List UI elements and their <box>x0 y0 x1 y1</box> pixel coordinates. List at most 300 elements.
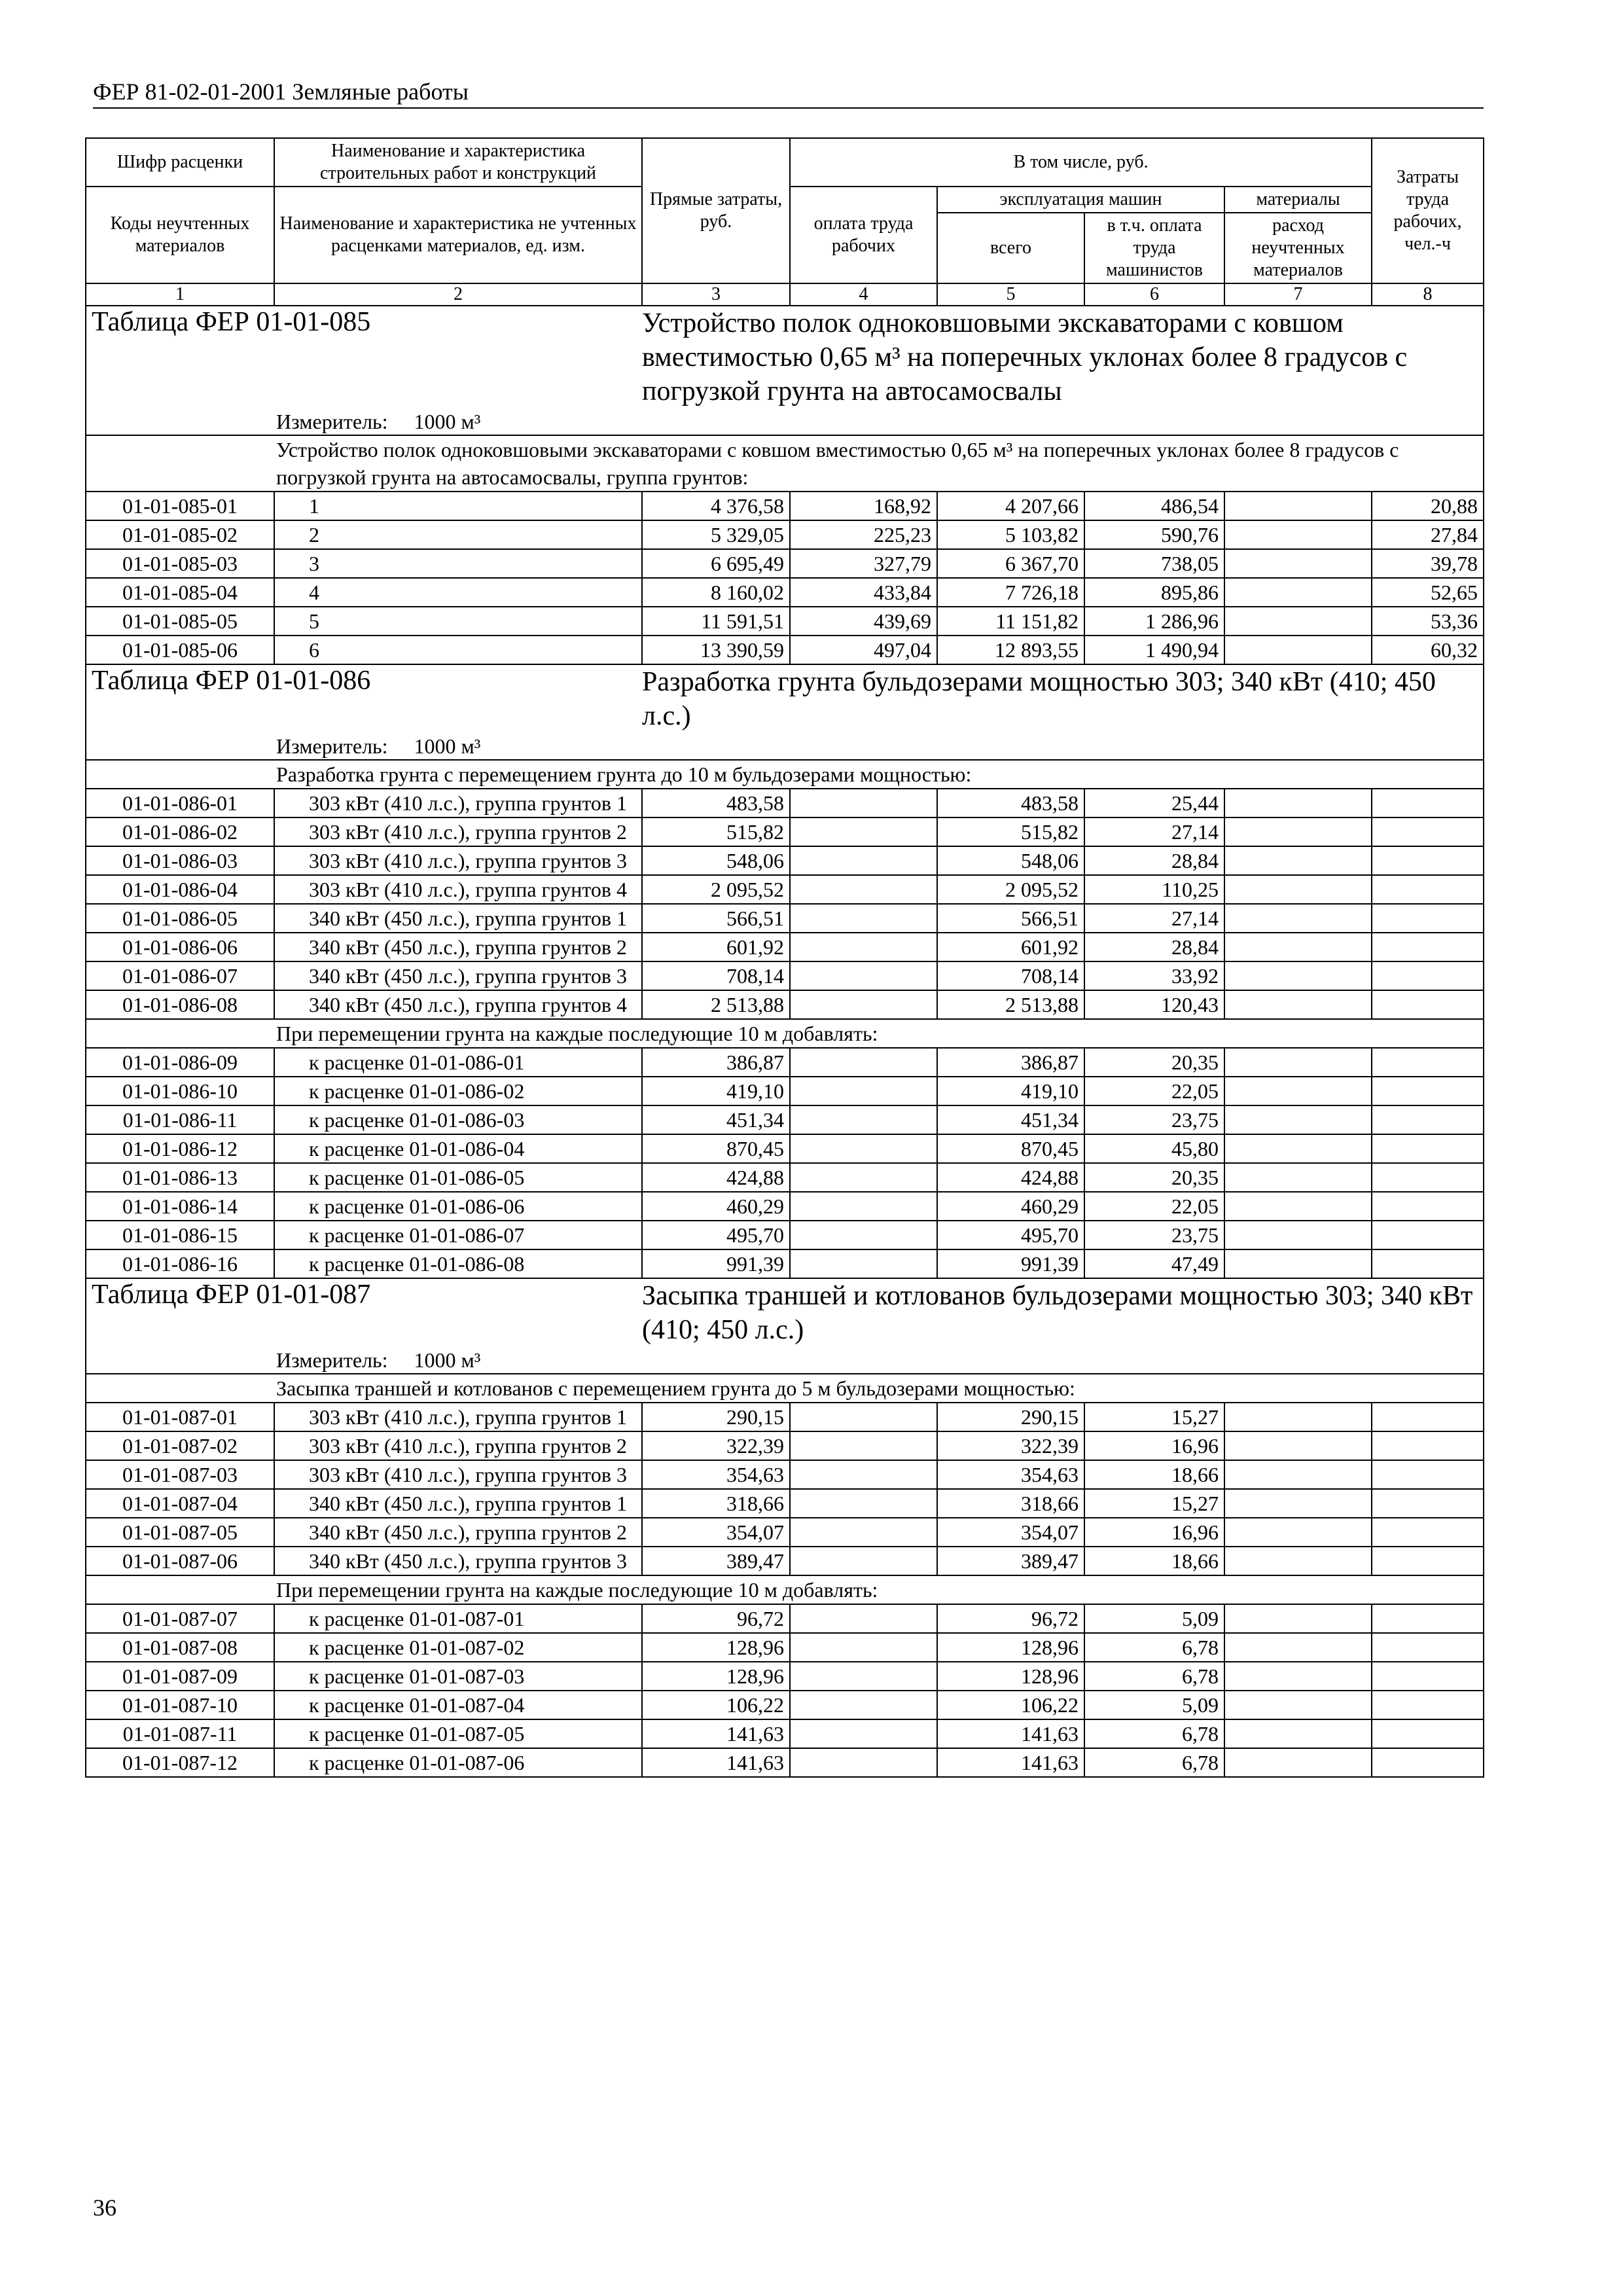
col-name-header: Наименование и характеристика строительных работ и конструкций <box>274 138 642 187</box>
direct-cost: 5 329,05 <box>642 520 790 549</box>
group-description-row <box>86 1019 1484 1048</box>
direct-cost: 451,34 <box>642 1105 790 1134</box>
work-name: 340 кВт (450 л.с.), группа грунтов 1 <box>274 1489 642 1518</box>
material-cost <box>1224 1691 1372 1719</box>
section-title: Устройство полок одноковшовыми экскаваторами с ковшом вместимостью 0,65 м³ на поперечных уклонах более 8 градусов с погрузкой грунта на автосамосвалы <box>642 306 1484 408</box>
labor-cost <box>790 1633 937 1662</box>
labor-cost <box>790 1431 937 1460</box>
table-row <box>86 933 1484 961</box>
material-cost <box>1224 1518 1372 1547</box>
labor-hours: 52,65 <box>1372 578 1484 607</box>
machine-cost: 483,58 <box>937 789 1084 817</box>
labor-cost <box>790 990 937 1019</box>
work-name: к расценке 01-01-086-04 <box>274 1134 642 1163</box>
direct-cost: 354,63 <box>642 1460 790 1489</box>
machinist-labor-cost: 590,76 <box>1084 520 1224 549</box>
labor-cost <box>790 1547 937 1575</box>
rate-code: 01-01-086-15 <box>86 1221 274 1249</box>
materials-header: материалы <box>1224 187 1372 213</box>
table-row <box>86 636 1484 664</box>
labor-cost <box>790 1489 937 1518</box>
direct-cost: 870,45 <box>642 1134 790 1163</box>
work-name: к расценке 01-01-087-03 <box>274 1662 642 1691</box>
machinist-labor-cost: 23,75 <box>1084 1221 1224 1249</box>
work-name: 340 кВт (450 л.с.), группа грунтов 1 <box>274 904 642 933</box>
labor-cost <box>790 846 937 875</box>
labor-cost <box>790 1662 937 1691</box>
section-title-row <box>86 664 1484 733</box>
machinist-labor-cost: 47,49 <box>1084 1249 1224 1278</box>
work-name: 303 кВт (410 л.с.), группа грунтов 3 <box>274 846 642 875</box>
column-numbers-row <box>86 283 1484 306</box>
machine-cost: 451,34 <box>937 1105 1084 1134</box>
direct-cost: 548,06 <box>642 846 790 875</box>
table-row <box>86 1134 1484 1163</box>
col-number: 6 <box>1084 283 1224 306</box>
labor-hours <box>1372 1460 1484 1489</box>
group-description-row <box>86 435 1484 492</box>
meter-label: Измеритель: <box>276 734 388 758</box>
direct-cost: 141,63 <box>642 1719 790 1748</box>
machinist-labor-cost: 5,09 <box>1084 1691 1224 1719</box>
material-cost <box>1224 1048 1372 1077</box>
machine-cost: 870,45 <box>937 1134 1084 1163</box>
material-cost <box>1224 789 1372 817</box>
labor-hours <box>1372 933 1484 961</box>
work-name: 340 кВт (450 л.с.), группа грунтов 4 <box>274 990 642 1019</box>
table-row <box>86 1249 1484 1278</box>
material-cost <box>1224 990 1372 1019</box>
labor-cost: 439,69 <box>790 607 937 636</box>
direct-cost: 128,96 <box>642 1633 790 1662</box>
rate-code: 01-01-085-01 <box>86 492 274 520</box>
table-row <box>86 549 1484 578</box>
rate-code: 01-01-087-04 <box>86 1489 274 1518</box>
table-number: Таблица ФЕР 01-01-085 <box>86 306 642 408</box>
work-name: 303 кВт (410 л.с.), группа грунтов 2 <box>274 1431 642 1460</box>
labor-hours <box>1372 1748 1484 1777</box>
material-cost <box>1224 904 1372 933</box>
table-row <box>86 1077 1484 1105</box>
machinist-labor-cost: 27,14 <box>1084 817 1224 846</box>
material-cost <box>1224 1547 1372 1575</box>
meter-value: 1000 м³ <box>414 734 481 758</box>
table-row <box>86 578 1484 607</box>
work-name: 303 кВт (410 л.с.), группа грунтов 2 <box>274 817 642 846</box>
labor-hours <box>1372 1134 1484 1163</box>
labor-hours <box>1372 1547 1484 1575</box>
work-name: 340 кВт (450 л.с.), группа грунтов 3 <box>274 1547 642 1575</box>
col-code-header: Шифр расценки <box>86 138 274 187</box>
table-row <box>86 961 1484 990</box>
labor-hours: 20,88 <box>1372 492 1484 520</box>
work-name: к расценке 01-01-086-05 <box>274 1163 642 1192</box>
labor-hours <box>1372 789 1484 817</box>
direct-cost: 8 160,02 <box>642 578 790 607</box>
rate-code: 01-01-085-03 <box>86 549 274 578</box>
col-number: 4 <box>790 283 937 306</box>
direct-cost: 389,47 <box>642 1547 790 1575</box>
table-row <box>86 1518 1484 1547</box>
labor-hours <box>1372 1077 1484 1105</box>
material-cost <box>1224 1662 1372 1691</box>
machinist-labor-cost: 45,80 <box>1084 1134 1224 1163</box>
table-row <box>86 1192 1484 1221</box>
machine-cost: 354,07 <box>937 1518 1084 1547</box>
table-row <box>86 1604 1484 1633</box>
table-row <box>86 607 1484 636</box>
rate-code: 01-01-087-07 <box>86 1604 274 1633</box>
machinist-labor-cost: 22,05 <box>1084 1077 1224 1105</box>
machine-cost: 424,88 <box>937 1163 1084 1192</box>
labor-cost: 225,23 <box>790 520 937 549</box>
labor-hours <box>1372 1719 1484 1748</box>
machine-cost: 6 367,70 <box>937 549 1084 578</box>
labor-hours <box>1372 1691 1484 1719</box>
labor-cost: 168,92 <box>790 492 937 520</box>
rate-code: 01-01-085-05 <box>86 607 274 636</box>
direct-cost: 991,39 <box>642 1249 790 1278</box>
table-row <box>86 1547 1484 1575</box>
labor-cost <box>790 904 937 933</box>
material-cost <box>1224 1192 1372 1221</box>
col-number: 8 <box>1372 283 1484 306</box>
section-title-row <box>86 1278 1484 1347</box>
rate-code: 01-01-086-14 <box>86 1192 274 1221</box>
col-number: 3 <box>642 283 790 306</box>
machine-cost: 4 207,66 <box>937 492 1084 520</box>
table-row <box>86 1719 1484 1748</box>
machine-cost: 106,22 <box>937 1691 1084 1719</box>
table-row <box>86 789 1484 817</box>
document-header: ФЕР 81-02-01-2001 Земляные работы <box>93 77 1484 109</box>
material-cost <box>1224 492 1372 520</box>
machinist-labor-cost: 18,66 <box>1084 1460 1224 1489</box>
material-cost <box>1224 817 1372 846</box>
direct-cost: 495,70 <box>642 1221 790 1249</box>
direct-cost: 322,39 <box>642 1431 790 1460</box>
meter <box>86 733 1484 760</box>
labor-cost <box>790 1518 937 1547</box>
material-cost <box>1224 1633 1372 1662</box>
labor-cost <box>790 1691 937 1719</box>
material-cost <box>1224 607 1372 636</box>
direct-cost: 419,10 <box>642 1077 790 1105</box>
machinist-labor-cost: 110,25 <box>1084 875 1224 904</box>
labor-cost <box>790 961 937 990</box>
labor-hours <box>1372 1048 1484 1077</box>
col-labor-header: оплата труда рабочих <box>790 187 937 283</box>
labor-hours <box>1372 1518 1484 1547</box>
machinist-labor-cost: 27,14 <box>1084 904 1224 933</box>
group-description: Устройство полок одноковшовыми экскаваторами с ковшом вместимостью 0,65 м³ на поперечных уклонах более 8 градусов с погрузкой грунта на автосамосвалы, группа грунтов: <box>86 435 1484 492</box>
machine-cost: 708,14 <box>937 961 1084 990</box>
work-name: к расценке 01-01-087-05 <box>274 1719 642 1748</box>
machine-cost: 96,72 <box>937 1604 1084 1633</box>
meter-label: Измеритель: <box>276 1348 388 1372</box>
rate-code: 01-01-086-02 <box>86 817 274 846</box>
work-name: 340 кВт (450 л.с.), группа грунтов 2 <box>274 933 642 961</box>
direct-cost: 13 390,59 <box>642 636 790 664</box>
material-cost <box>1224 1403 1372 1431</box>
machine-cost: 389,47 <box>937 1547 1084 1575</box>
work-name: 4 <box>274 578 642 607</box>
labor-hours <box>1372 817 1484 846</box>
machinist-labor-cost: 18,66 <box>1084 1547 1224 1575</box>
machinist-labor-cost: 28,84 <box>1084 846 1224 875</box>
material-cost <box>1224 1163 1372 1192</box>
machinist-labor-cost: 15,27 <box>1084 1403 1224 1431</box>
section-title: Разработка грунта бульдозерами мощностью 303; 340 кВт (410; 450 л.с.) <box>642 664 1484 733</box>
table-row <box>86 1105 1484 1134</box>
rate-code: 01-01-085-02 <box>86 520 274 549</box>
machine-cost: 419,10 <box>937 1077 1084 1105</box>
rate-code: 01-01-086-05 <box>86 904 274 933</box>
section-title-row <box>86 306 1484 408</box>
direct-cost: 290,15 <box>642 1403 790 1431</box>
machine-cost: 12 893,55 <box>937 636 1084 664</box>
machine-cost: 11 151,82 <box>937 607 1084 636</box>
material-cost <box>1224 1604 1372 1633</box>
machine-cost: 128,96 <box>937 1662 1084 1691</box>
table-row <box>86 817 1484 846</box>
col-mach-total-header: всего <box>937 213 1084 283</box>
labor-hours <box>1372 1105 1484 1134</box>
machine-cost: 460,29 <box>937 1192 1084 1221</box>
machinist-labor-cost: 20,35 <box>1084 1163 1224 1192</box>
rate-code: 01-01-087-03 <box>86 1460 274 1489</box>
rate-code: 01-01-086-16 <box>86 1249 274 1278</box>
labor-cost <box>790 1134 937 1163</box>
work-name: к расценке 01-01-086-08 <box>274 1249 642 1278</box>
labor-hours: 27,84 <box>1372 520 1484 549</box>
rate-code: 01-01-086-04 <box>86 875 274 904</box>
rate-code: 01-01-086-13 <box>86 1163 274 1192</box>
machine-cost: 290,15 <box>937 1403 1084 1431</box>
labor-cost <box>790 789 937 817</box>
meter <box>86 408 1484 435</box>
work-name: 1 <box>274 492 642 520</box>
table-row <box>86 1662 1484 1691</box>
table-row <box>86 875 1484 904</box>
labor-cost: 497,04 <box>790 636 937 664</box>
table-row <box>86 1431 1484 1460</box>
direct-cost: 708,14 <box>642 961 790 990</box>
col-materials-name-header: Наименование и характеристика не учтенных расценками материалов, ед. изм. <box>274 187 642 283</box>
work-name: к расценке 01-01-087-06 <box>274 1748 642 1777</box>
rate-code: 01-01-087-08 <box>86 1633 274 1662</box>
labor-hours <box>1372 1221 1484 1249</box>
machine-cost: 2 095,52 <box>937 875 1084 904</box>
rate-code: 01-01-086-11 <box>86 1105 274 1134</box>
labor-cost <box>790 875 937 904</box>
direct-cost: 424,88 <box>642 1163 790 1192</box>
table-head <box>86 138 1484 306</box>
rate-code: 01-01-087-01 <box>86 1403 274 1431</box>
machinist-labor-cost: 16,96 <box>1084 1518 1224 1547</box>
labor-hours: 53,36 <box>1372 607 1484 636</box>
col-number: 1 <box>86 283 274 306</box>
table-row <box>86 904 1484 933</box>
rate-code: 01-01-086-12 <box>86 1134 274 1163</box>
labor-hours <box>1372 875 1484 904</box>
table-body <box>86 306 1484 1777</box>
work-name: 303 кВт (410 л.с.), группа грунтов 1 <box>274 1403 642 1431</box>
material-cost <box>1224 520 1372 549</box>
meter <box>86 1347 1484 1374</box>
rates-table <box>85 137 1484 1778</box>
machinist-labor-cost: 6,78 <box>1084 1719 1224 1748</box>
work-name: к расценке 01-01-086-07 <box>274 1221 642 1249</box>
machinist-labor-cost: 25,44 <box>1084 789 1224 817</box>
machinist-labor-cost: 22,05 <box>1084 1192 1224 1221</box>
work-name: 303 кВт (410 л.с.), группа грунтов 4 <box>274 875 642 904</box>
labor-cost <box>790 1192 937 1221</box>
machine-cost: 2 513,88 <box>937 990 1084 1019</box>
rate-code: 01-01-086-10 <box>86 1077 274 1105</box>
machine-cost: 5 103,82 <box>937 520 1084 549</box>
meter-row <box>86 733 1484 760</box>
material-cost <box>1224 549 1372 578</box>
labor-cost <box>790 1105 937 1134</box>
material-cost <box>1224 1748 1372 1777</box>
material-cost <box>1224 1719 1372 1748</box>
incl-header: В том числе, руб. <box>790 138 1372 187</box>
material-cost <box>1224 1134 1372 1163</box>
direct-cost: 4 376,58 <box>642 492 790 520</box>
labor-cost <box>790 1048 937 1077</box>
table-row <box>86 1048 1484 1077</box>
machine-cost: 141,63 <box>937 1748 1084 1777</box>
labor-cost: 327,79 <box>790 549 937 578</box>
machinist-labor-cost: 33,92 <box>1084 961 1224 990</box>
direct-cost: 128,96 <box>642 1662 790 1691</box>
rate-code: 01-01-087-10 <box>86 1691 274 1719</box>
machinist-labor-cost: 6,78 <box>1084 1662 1224 1691</box>
group-description: Разработка грунта с перемещением грунта до 10 м бульдозерами мощностью: <box>86 760 1484 789</box>
direct-cost: 601,92 <box>642 933 790 961</box>
machine-cost: 141,63 <box>937 1719 1084 1748</box>
page-number: 36 <box>93 2195 116 2221</box>
direct-cost: 11 591,51 <box>642 607 790 636</box>
machinist-labor-cost: 120,43 <box>1084 990 1224 1019</box>
col-hours-header: Затраты труда рабочих, чел.-ч <box>1372 138 1484 283</box>
group-description: Засыпка траншей и котлованов с перемещением грунта до 5 м бульдозерами мощностью: <box>86 1374 1484 1403</box>
machinist-labor-cost: 1 490,94 <box>1084 636 1224 664</box>
material-cost <box>1224 1489 1372 1518</box>
meter-value: 1000 м³ <box>414 1348 481 1372</box>
group-description-row <box>86 1575 1484 1604</box>
meter-row <box>86 1347 1484 1374</box>
machine-cost: 515,82 <box>937 817 1084 846</box>
labor-hours <box>1372 1633 1484 1662</box>
labor-hours <box>1372 1489 1484 1518</box>
table-row <box>86 1403 1484 1431</box>
machine-cost: 354,63 <box>937 1460 1084 1489</box>
table-row <box>86 1748 1484 1777</box>
direct-cost: 460,29 <box>642 1192 790 1221</box>
rate-code: 01-01-085-04 <box>86 578 274 607</box>
rate-code: 01-01-086-09 <box>86 1048 274 1077</box>
material-cost <box>1224 875 1372 904</box>
table-row <box>86 492 1484 520</box>
machinist-labor-cost: 895,86 <box>1084 578 1224 607</box>
table-row <box>86 1633 1484 1662</box>
labor-cost <box>790 1604 937 1633</box>
work-name: 340 кВт (450 л.с.), группа грунтов 2 <box>274 1518 642 1547</box>
group-description-row <box>86 760 1484 789</box>
material-cost <box>1224 961 1372 990</box>
labor-cost <box>790 1403 937 1431</box>
labor-hours <box>1372 1403 1484 1431</box>
rate-code: 01-01-087-12 <box>86 1748 274 1777</box>
rate-code: 01-01-087-09 <box>86 1662 274 1691</box>
work-name: к расценке 01-01-086-03 <box>274 1105 642 1134</box>
machinist-labor-cost: 6,78 <box>1084 1633 1224 1662</box>
rate-code: 01-01-086-07 <box>86 961 274 990</box>
col-number: 7 <box>1224 283 1372 306</box>
labor-hours <box>1372 1431 1484 1460</box>
machine-cost: 548,06 <box>937 846 1084 875</box>
direct-cost: 141,63 <box>642 1748 790 1777</box>
machine-cost: 601,92 <box>937 933 1084 961</box>
machinist-labor-cost: 1 286,96 <box>1084 607 1224 636</box>
direct-cost: 386,87 <box>642 1048 790 1077</box>
material-cost <box>1224 1077 1372 1105</box>
direct-cost: 318,66 <box>642 1489 790 1518</box>
table-row <box>86 990 1484 1019</box>
machine-cost: 495,70 <box>937 1221 1084 1249</box>
machines-header: эксплуатация машин <box>937 187 1224 213</box>
machinist-labor-cost: 16,96 <box>1084 1431 1224 1460</box>
table-number: Таблица ФЕР 01-01-086 <box>86 664 642 733</box>
rate-code: 01-01-085-06 <box>86 636 274 664</box>
rate-code: 01-01-086-03 <box>86 846 274 875</box>
rate-code: 01-01-087-11 <box>86 1719 274 1748</box>
machinist-labor-cost: 20,35 <box>1084 1048 1224 1077</box>
labor-hours <box>1372 1604 1484 1633</box>
material-cost <box>1224 846 1372 875</box>
col-direct-header: Прямые затраты, руб. <box>642 138 790 283</box>
work-name: 303 кВт (410 л.с.), группа грунтов 3 <box>274 1460 642 1489</box>
work-name: к расценке 01-01-087-01 <box>274 1604 642 1633</box>
labor-hours: 60,32 <box>1372 636 1484 664</box>
labor-cost <box>790 1221 937 1249</box>
direct-cost: 2 095,52 <box>642 875 790 904</box>
machine-cost: 386,87 <box>937 1048 1084 1077</box>
table-row <box>86 1221 1484 1249</box>
machine-cost: 318,66 <box>937 1489 1084 1518</box>
table-row <box>86 846 1484 875</box>
work-name: 3 <box>274 549 642 578</box>
group-description: При перемещении грунта на каждые последующие 10 м добавлять: <box>86 1019 1484 1048</box>
rate-code: 01-01-086-01 <box>86 789 274 817</box>
machine-cost: 991,39 <box>937 1249 1084 1278</box>
material-cost <box>1224 1431 1372 1460</box>
direct-cost: 354,07 <box>642 1518 790 1547</box>
col-mach-labor-header: в т.ч. оплата труда машинистов <box>1084 213 1224 283</box>
col-number: 5 <box>937 283 1084 306</box>
labor-hours: 39,78 <box>1372 549 1484 578</box>
labor-hours <box>1372 961 1484 990</box>
labor-cost <box>790 817 937 846</box>
col-number: 2 <box>274 283 642 306</box>
table-row <box>86 1489 1484 1518</box>
machinist-labor-cost: 5,09 <box>1084 1604 1224 1633</box>
rate-code: 01-01-087-05 <box>86 1518 274 1547</box>
labor-cost: 433,84 <box>790 578 937 607</box>
table-row <box>86 520 1484 549</box>
